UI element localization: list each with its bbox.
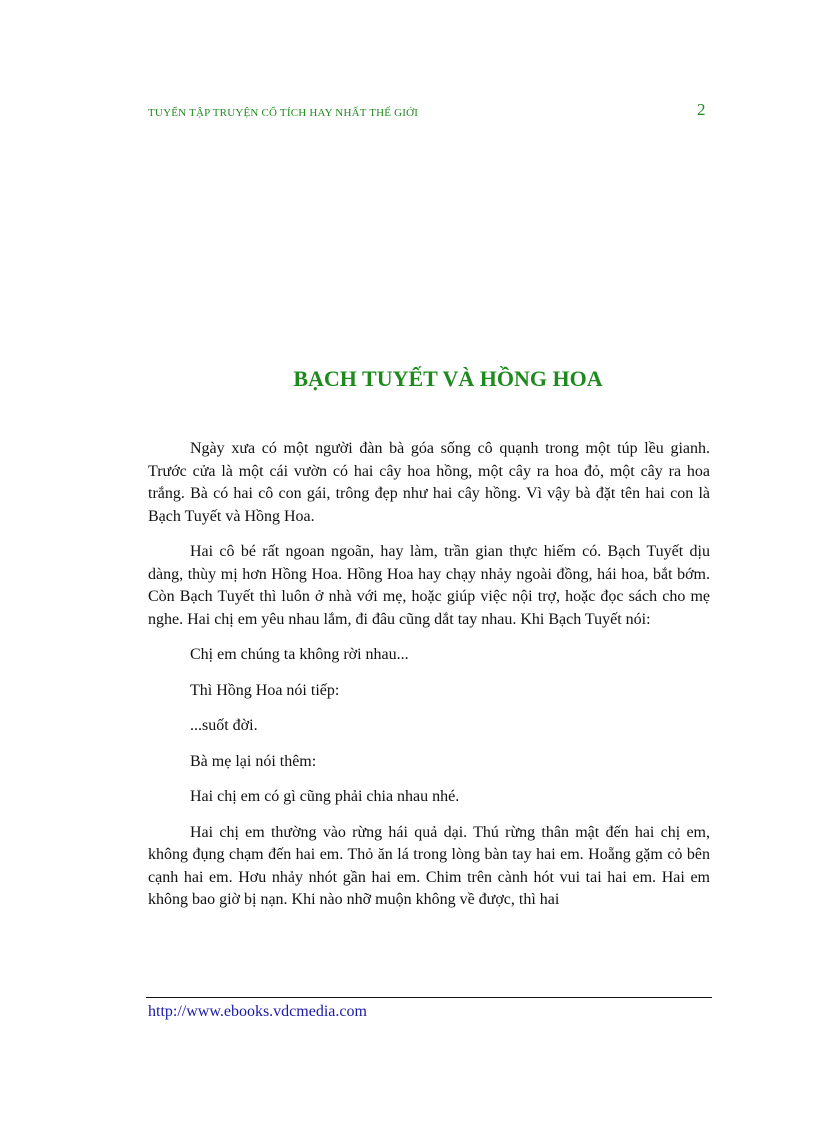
paragraph: Hai cô bé rất ngoan ngoãn, hay làm, trần gian thực hiếm có. Bạch Tuyết dịu dàng, thùy mị hơn Hồng Hoa. Hồng Hoa hay chạy nhảy ngoài đồng, hái hoa, bắt bớm. Còn Bạch Tuyết thì luôn ở nhà với mẹ, hoặc giúp việc nội trợ, hoặc đọc sách cho mẹ nghe. Hai chị em yêu nhau lắm, đi đâu cũng dắt tay nhau. Khi Bạch Tuyết nói: (148, 543, 710, 628)
story-body (148, 438, 710, 925)
footer-website-link[interactable]: http://www.ebooks.vdcmedia.com (148, 1003, 367, 1020)
dialogue-line: Thì Hồng Hoa nói tiếp: (190, 681, 340, 699)
footer-divider (146, 997, 712, 998)
dialogue-line: Chị em chúng ta không rời nhau... (190, 646, 409, 663)
paragraph: Hai chị em thường vào rừng hái quả dại. Thú rừng thân mật đến hai chị em, không đụng chạm đến hai em. Thỏ ăn lá trong lòng bàn tay hai em. Hoẵng gặm cỏ bên cạnh hai em. Hơu nhảy nhót gần hai em. Chim trên cành hót vui tai hai em. Hai em không bao giờ bị nạn. Khi nào nhỡ muộn không về được, thì hai (148, 823, 710, 908)
dialogue-line: Hai chị em có gì cũng phải chia nhau nhé. (190, 788, 460, 805)
dialogue-line: Bà mẹ lại nói thêm: (190, 752, 317, 770)
paragraph: Ngày xưa có một người đàn bà góa sống cô quạnh trong một túp lều gianh. Trước cửa là một cái vườn có hai cây hoa hồng, một cây ra hoa đỏ, một cây ra hoa trắng. Bà có hai cô con gái, trông đẹp như hai cây hồng. Vì vậy bà đặt tên hai con là Bạch Tuyết và Hồng Hoa. (148, 440, 710, 525)
page-number: 2 (697, 100, 706, 119)
story-title: BẠCH TUYẾT VÀ HỒNG HOA (293, 366, 603, 391)
dialogue-line: ...suốt đời. (190, 717, 258, 734)
book-title: TUYỂN TẬP TRUYỆN CỔ TÍCH HAY NHẤT THẾ GIỚI (148, 107, 419, 119)
